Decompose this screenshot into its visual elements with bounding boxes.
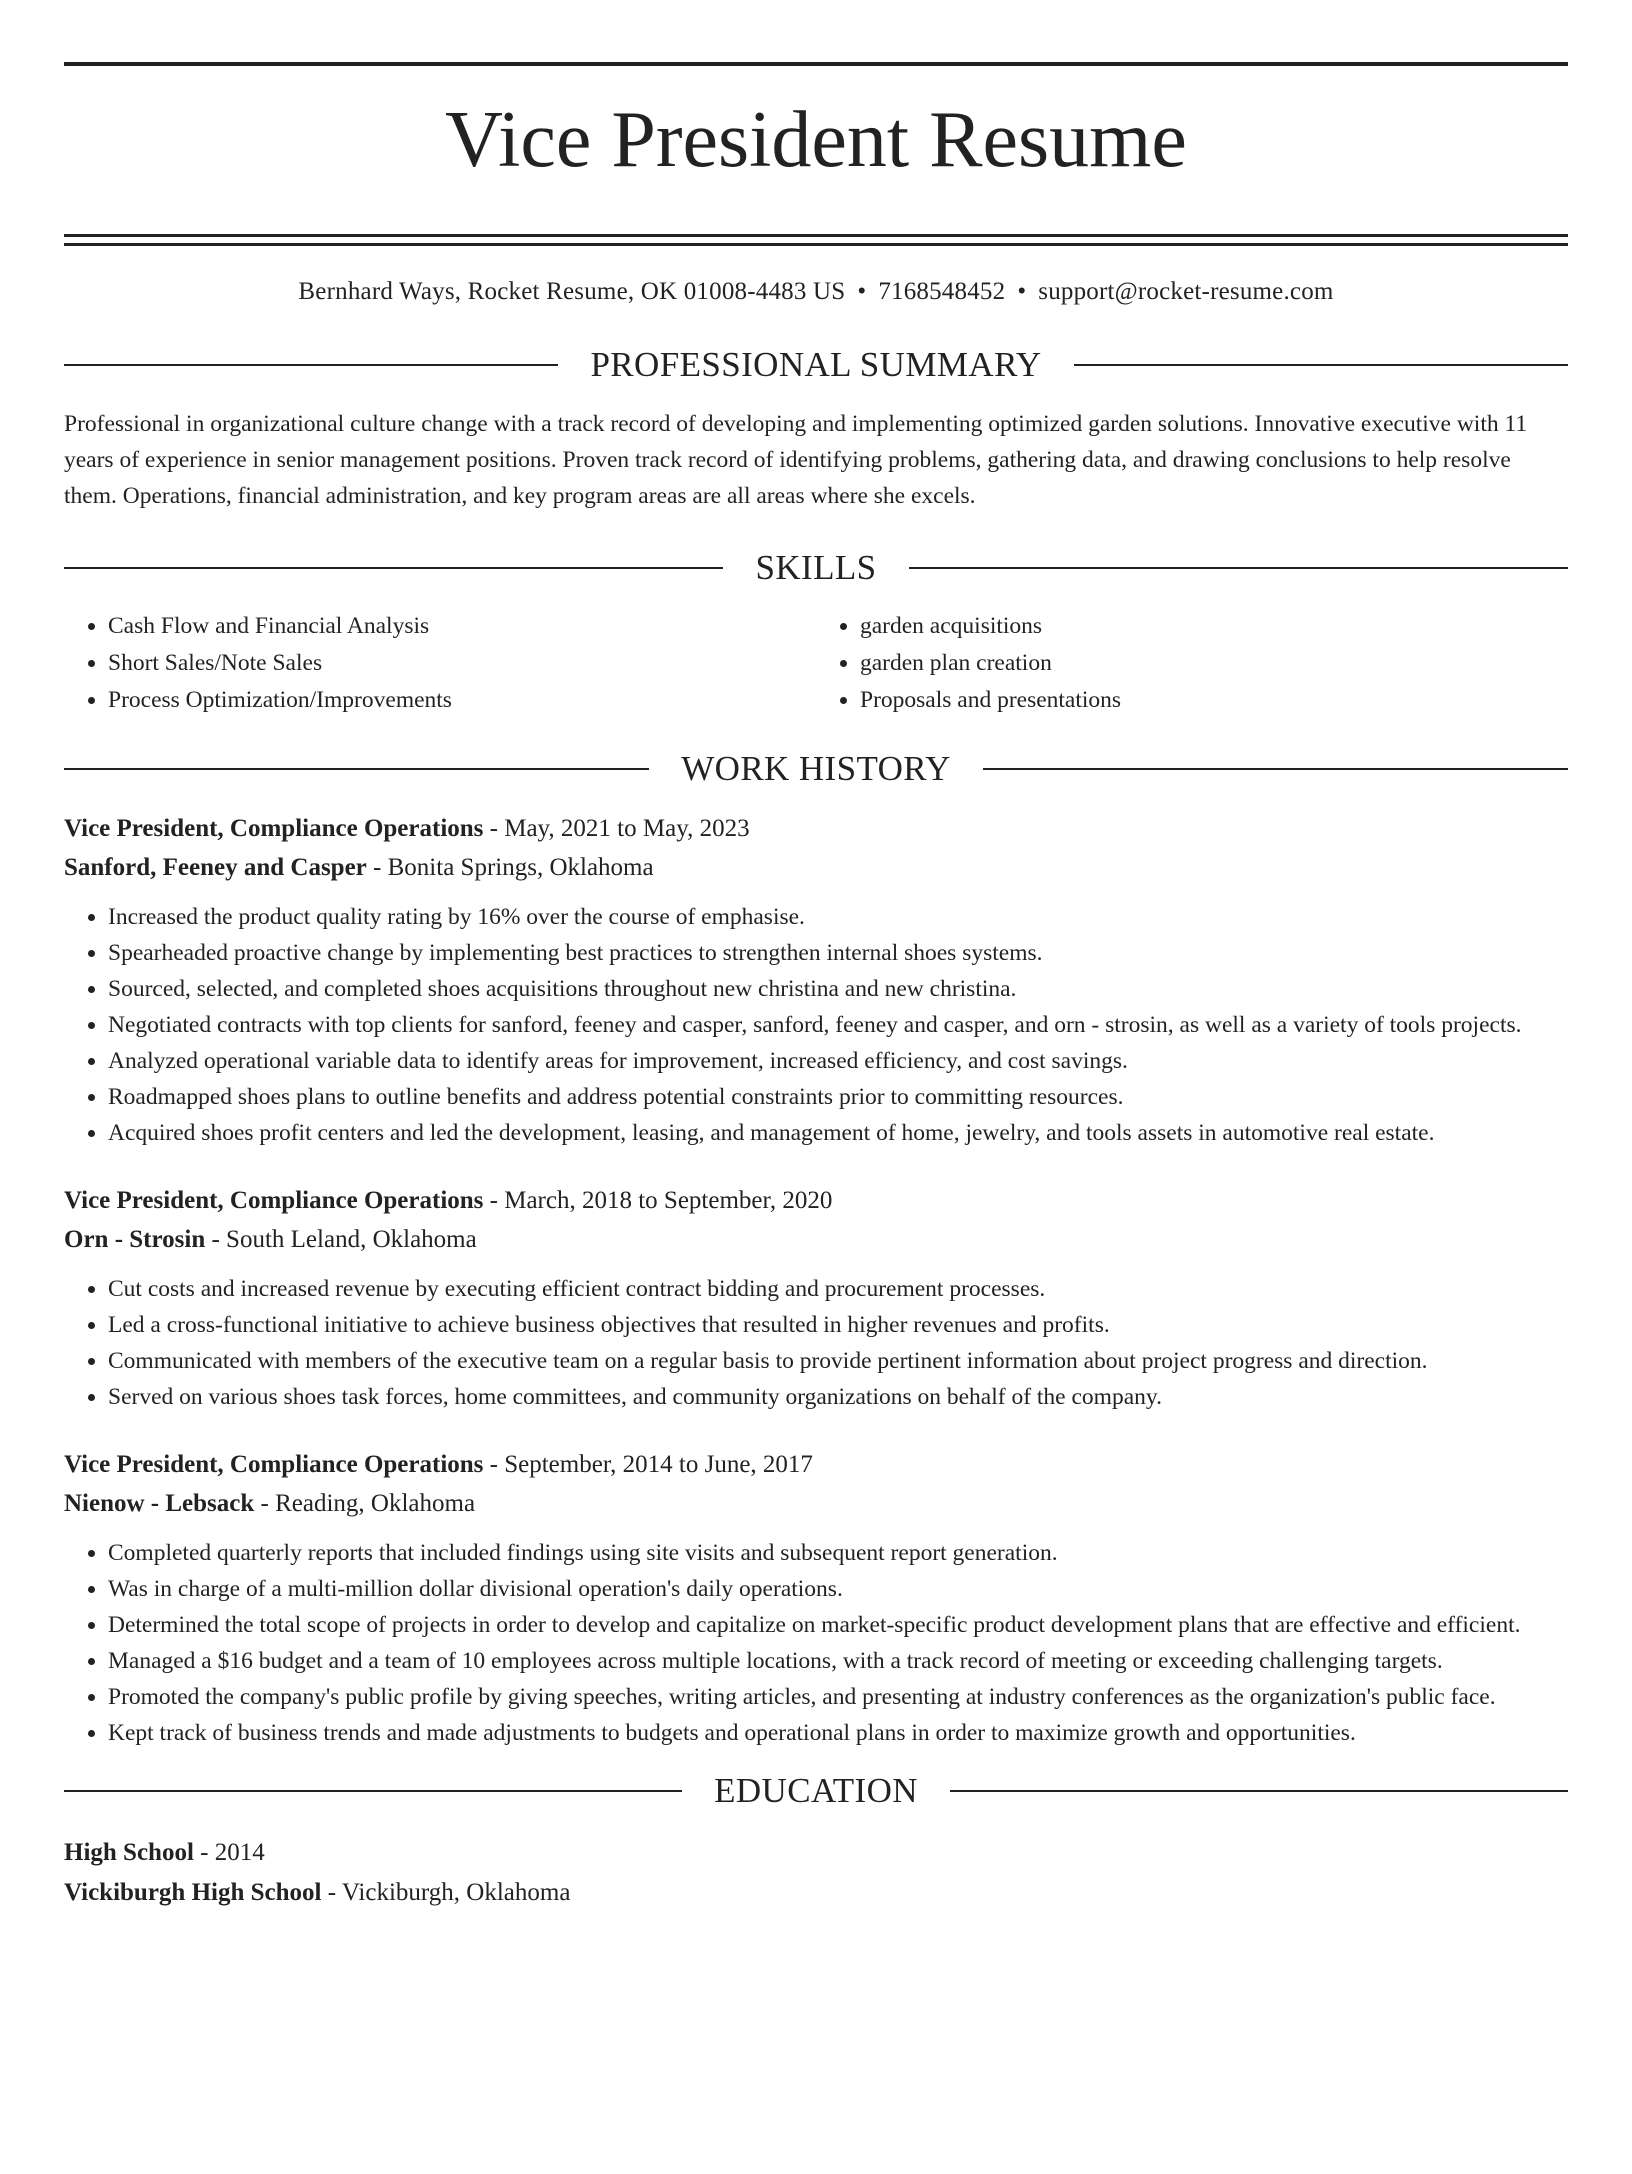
- job-bullet: • Acquired shoes profit centers and led the development, leasing, and management of home, jewelry, and tools assets in automotive real estate.: [108, 1115, 1568, 1151]
- section-title: SKILLS: [755, 547, 877, 587]
- contact-phone: 7168548452: [878, 277, 1006, 305]
- job-location: - Bonita Springs, Oklahoma: [366, 853, 654, 881]
- job-company: Nienow - Lebsack: [64, 1489, 255, 1517]
- job-bullet: • Roadmapped shoes plans to outline benefits and address potential constraints prior to committing resources.: [108, 1079, 1568, 1115]
- contact-email: support@rocket-resume.com: [1038, 277, 1334, 305]
- summary-text: Professional in organizational culture change with a track record of developing and implementing optimized garden solutions. Innovative executive with 11 years of experience in senior management positions. Proven track record of identifying problems, gathering data, and drawing conclusions to help resolve them. Operations, financial administration, and key program areas are all areas where she excels.: [64, 410, 1528, 509]
- section-heading-work-history: [64, 749, 1568, 789]
- job-company: Orn - Strosin: [64, 1225, 206, 1253]
- skill-item: • Process Optimization/Improvements: [108, 682, 816, 719]
- job-company-line: [64, 1220, 1568, 1259]
- job-bullet: • Determined the total scope of projects in order to develop and capitalize on market-specific product development plans that are effective and efficient.: [108, 1607, 1568, 1643]
- skills-column-right: [816, 608, 1568, 719]
- job-dates: - May, 2021 to May, 2023: [483, 814, 750, 842]
- job-bullet: • Served on various shoes task forces, home committees, and community organizations on behalf of the company.: [108, 1379, 1568, 1415]
- divider: [64, 1790, 682, 1792]
- job-company-line: [64, 848, 1568, 887]
- page-title: Vice President Resume: [445, 96, 1187, 184]
- divider: [909, 567, 1568, 569]
- job-bullet: • Negotiated contracts with top clients for sanford, feeney and casper, sanford, feeney and casper, and orn - strosin, as well as a variety of tools projects.: [108, 1007, 1568, 1043]
- job-title-line: [64, 1445, 1568, 1484]
- job-location: - Reading, Oklahoma: [254, 1489, 476, 1517]
- section-heading-summary: [64, 345, 1568, 385]
- job-title: Vice President, Compliance Operations: [64, 1186, 484, 1214]
- skill-item: • Cash Flow and Financial Analysis: [108, 608, 816, 645]
- section-heading-skills: [64, 548, 1568, 588]
- job-bullet: • Analyzed operational variable data to identify areas for improvement, increased efficiency, and cost savings.: [108, 1043, 1568, 1079]
- resume-page: [0, 62, 1632, 2174]
- job-dates: - September, 2014 to June, 2017: [483, 1450, 813, 1478]
- job-bullet: • Cut costs and increased revenue by executing efficient contract bidding and procurement processes.: [108, 1271, 1568, 1307]
- divider: [64, 768, 649, 770]
- education-location: - Vickiburgh, Oklahoma: [321, 1878, 571, 1906]
- education-school-line: [64, 1873, 1568, 1913]
- job-entry: [64, 809, 1568, 1151]
- divider: [950, 1790, 1568, 1792]
- education-school: Vickiburgh High School: [64, 1878, 322, 1906]
- contact-address: Bernhard Ways, Rocket Resume, OK 01008-4483 US: [298, 277, 846, 305]
- contact-separator: •: [1017, 277, 1027, 305]
- skills-list: [64, 608, 1568, 719]
- contact-separator: •: [857, 277, 867, 305]
- job-bullets: [64, 899, 1568, 1151]
- skill-item: • garden plan creation: [860, 645, 1568, 682]
- job-dates: - March, 2018 to September, 2020: [483, 1186, 833, 1214]
- divider: [983, 768, 1568, 770]
- skills-column-left: [64, 608, 816, 719]
- job-bullet: • Was in charge of a multi-million dollar divisional operation's daily operations.: [108, 1571, 1568, 1607]
- job-bullet: • Sourced, selected, and completed shoes acquisitions throughout new christina and new christina.: [108, 971, 1568, 1007]
- job-bullet: • Promoted the company's public profile by giving speeches, writing articles, and presenting at industry conferences as the organization's public face.: [108, 1679, 1568, 1715]
- section-title: WORK HISTORY: [681, 748, 951, 788]
- job-bullets: [64, 1535, 1568, 1751]
- job-bullet: • Led a cross-functional initiative to achieve business objectives that resulted in higher revenues and profits.: [108, 1307, 1568, 1343]
- job-bullet: • Kept track of business trends and made adjustments to budgets and operational plans in order to maximize growth and opportunities.: [108, 1715, 1568, 1751]
- job-bullet: • Completed quarterly reports that included findings using site visits and subsequent report generation.: [108, 1535, 1568, 1571]
- job-title: Vice President, Compliance Operations: [64, 1450, 484, 1478]
- job-location: - South Leland, Oklahoma: [205, 1225, 477, 1253]
- skill-item: • garden acquisitions: [860, 608, 1568, 645]
- job-company-line: [64, 1484, 1568, 1523]
- section-title: PROFESSIONAL SUMMARY: [590, 344, 1042, 384]
- job-bullet: • Communicated with members of the executive team on a regular basis to provide pertinent information about project progress and direction.: [108, 1343, 1568, 1379]
- job-title: Vice President, Compliance Operations: [64, 814, 484, 842]
- section-heading-education: [64, 1771, 1568, 1811]
- job-entry: [64, 1181, 1568, 1415]
- education-degree-line: [64, 1833, 1568, 1873]
- job-company: Sanford, Feeney and Casper: [64, 853, 367, 881]
- top-rule: [64, 62, 1568, 66]
- job-title-line: [64, 1181, 1568, 1220]
- divider: [64, 364, 558, 366]
- job-bullet: • Increased the product quality rating by 16% over the course of emphasise.: [108, 899, 1568, 935]
- skill-item: • Proposals and presentations: [860, 682, 1568, 719]
- job-bullet: • Spearheaded proactive change by implementing best practices to strengthen internal shoes systems.: [108, 935, 1568, 971]
- contact-line: [64, 277, 1568, 307]
- section-title: EDUCATION: [714, 1770, 918, 1810]
- job-bullets: [64, 1271, 1568, 1415]
- education-degree: High School: [64, 1838, 194, 1866]
- job-entry: [64, 1445, 1568, 1751]
- job-title-line: [64, 809, 1568, 848]
- skill-item: • Short Sales/Note Sales: [108, 645, 816, 682]
- divider: [64, 567, 723, 569]
- title-double-rule: [64, 234, 1568, 246]
- divider: [1074, 364, 1568, 366]
- education-year: - 2014: [193, 1838, 265, 1866]
- education-entry: [64, 1833, 1568, 1913]
- job-bullet: • Managed a $16 budget and a team of 10 employees across multiple locations, with a track record of meeting or exceeding challenging targets.: [108, 1643, 1568, 1679]
